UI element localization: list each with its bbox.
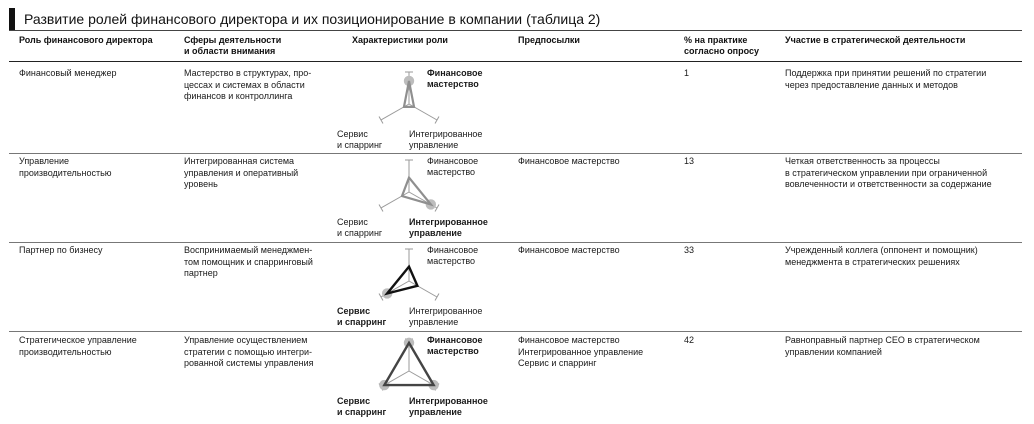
participation-cell-line: через предоставление данных и методов: [785, 79, 958, 90]
spheres-cell: [184, 245, 349, 280]
axis-label-financial-mastery: Финансовое мастерство: [427, 156, 479, 177]
axis-label-integrated-management: Интегрированное управление: [409, 217, 488, 238]
axis-label-service-sparring: Сервис и спарринг: [337, 396, 387, 417]
participation-cell-line: Равноправный партнер CEO в стратегическом: [785, 335, 980, 345]
spheres-cell-line: рованной системы управления: [184, 358, 314, 368]
header-characteristics: Характеристики роли: [352, 35, 448, 45]
role-cell: [19, 245, 169, 257]
header-percent-line1: % на практике: [684, 35, 748, 45]
participation-cell-line: вовлеченности и ответственности за содержание: [785, 179, 992, 189]
row-divider: [9, 242, 1022, 243]
role-profile-triangle: [387, 267, 417, 294]
header-participation: Участие в стратегической деятельности: [785, 35, 966, 45]
spheres-cell-line: финансов и контроллинга: [184, 91, 293, 101]
spheres-cell-line: партнер: [184, 268, 218, 278]
spheres-cell-line: Воспринимаемый менеджмен-: [184, 245, 313, 255]
axis-label-financial-mastery: Финансовое мастерство: [427, 335, 483, 356]
prerequisites-cell-line: Финансовое мастерство: [518, 245, 620, 255]
spheres-cell-line: стратегии с помощью интегри-: [184, 346, 313, 357]
role-cell-line: Финансовый менеджер: [19, 68, 117, 78]
role-cell: [19, 335, 169, 358]
participation-cell-line: Четкая ответственность за процессы: [785, 156, 940, 166]
table-title-bar: [9, 8, 1022, 30]
axis-label-financial-mastery: Финансовое мастерство: [427, 68, 483, 89]
spheres-cell-line: Управление осуществлением: [184, 335, 308, 345]
participation-cell-line: Поддержка при принятии решений по стратегии: [785, 68, 987, 78]
participation-cell: [785, 68, 1020, 91]
percent-cell: 1: [684, 68, 690, 78]
header-percent-line2: согласно опросу: [684, 46, 760, 56]
header-spheres-line1: Сферы деятельности: [184, 35, 282, 45]
header-role: Роль финансового директора: [19, 35, 153, 45]
role-cell-line: Управление: [19, 156, 70, 166]
role-characteristics-diagram: [335, 333, 515, 419]
prerequisites-cell-line: Интегрированное управление: [518, 346, 644, 357]
spheres-cell-line: уровень: [184, 179, 218, 189]
spheres-cell: [184, 68, 349, 103]
participation-cell-line: управлении компанией: [785, 346, 882, 357]
prerequisites-cell-line: Финансовое мастерство: [518, 335, 620, 345]
prerequisites-cell: [518, 335, 678, 370]
axis-label-integrated-management: Интегрированное управление: [409, 129, 483, 150]
header-divider: [9, 61, 1022, 62]
participation-cell: [785, 335, 1020, 358]
table-title-note: (таблица 2): [526, 11, 601, 27]
role-cell-line: Партнер по бизнесу: [19, 245, 103, 255]
percent-cell: 13: [684, 156, 695, 166]
participation-cell: [785, 156, 1020, 191]
title-divider: [9, 30, 1022, 31]
spheres-cell: [184, 335, 349, 370]
role-characteristics-diagram: [335, 154, 515, 240]
table-title: Развитие ролей финансового директора и их позиционирование в компании: [24, 11, 523, 27]
axis-label-integrated-management: Интегрированное управление: [409, 306, 483, 327]
role-cell-line: Стратегическое управление: [19, 335, 137, 345]
axis-label-service-sparring: Сервис и спарринг: [337, 129, 383, 150]
header-prerequisites: Предпосылки: [518, 35, 580, 45]
row-divider: [9, 331, 1022, 332]
row-divider: [9, 153, 1022, 154]
role-cell-line: производительностью: [19, 167, 112, 178]
axis-label-service-sparring: Сервис и спарринг: [337, 306, 387, 327]
axis-label-service-sparring: Сервис и спарринг: [337, 217, 383, 238]
prerequisites-cell: [518, 156, 678, 168]
prerequisites-cell-line: Финансовое мастерство: [518, 156, 620, 166]
axis-label-integrated-management: Интегрированное управление: [409, 396, 488, 417]
spheres-cell-line: цессах и системах в области: [184, 79, 305, 90]
percent-cell: 33: [684, 245, 695, 255]
role-profile-triangle: [402, 178, 431, 205]
header-percent: [684, 35, 759, 57]
prerequisites-cell: [518, 245, 678, 257]
spheres-cell-line: том помощник и спарринговый: [184, 256, 313, 267]
spheres-cell: [184, 156, 349, 191]
role-cell-line: производительностью: [19, 346, 112, 357]
percent-cell: 42: [684, 335, 695, 345]
role-cell: [19, 156, 169, 179]
spheres-cell-line: управления и оперативный: [184, 167, 299, 178]
axis-label-financial-mastery: Финансовое мастерство: [427, 245, 479, 266]
role-characteristics-diagram: [335, 66, 515, 152]
participation-cell: [785, 245, 1020, 268]
spheres-cell-line: Мастерство в структурах, про-: [184, 68, 312, 78]
participation-cell-line: в стратегическом управлении при ограниченной: [785, 167, 988, 178]
header-spheres: [184, 35, 281, 57]
role-characteristics-diagram: [335, 243, 515, 329]
spheres-cell-line: Интегрированная система: [184, 156, 295, 166]
participation-cell-line: Учрежденный коллега (оппонент и помощник): [785, 245, 978, 255]
title-accent-bar: [9, 8, 15, 30]
participation-cell-line: менеджмента в стратегических решениях: [785, 256, 960, 267]
header-spheres-line2: и области внимания: [184, 46, 276, 56]
role-cell: [19, 68, 169, 80]
prerequisites-cell-line: Сервис и спарринг: [518, 358, 597, 368]
